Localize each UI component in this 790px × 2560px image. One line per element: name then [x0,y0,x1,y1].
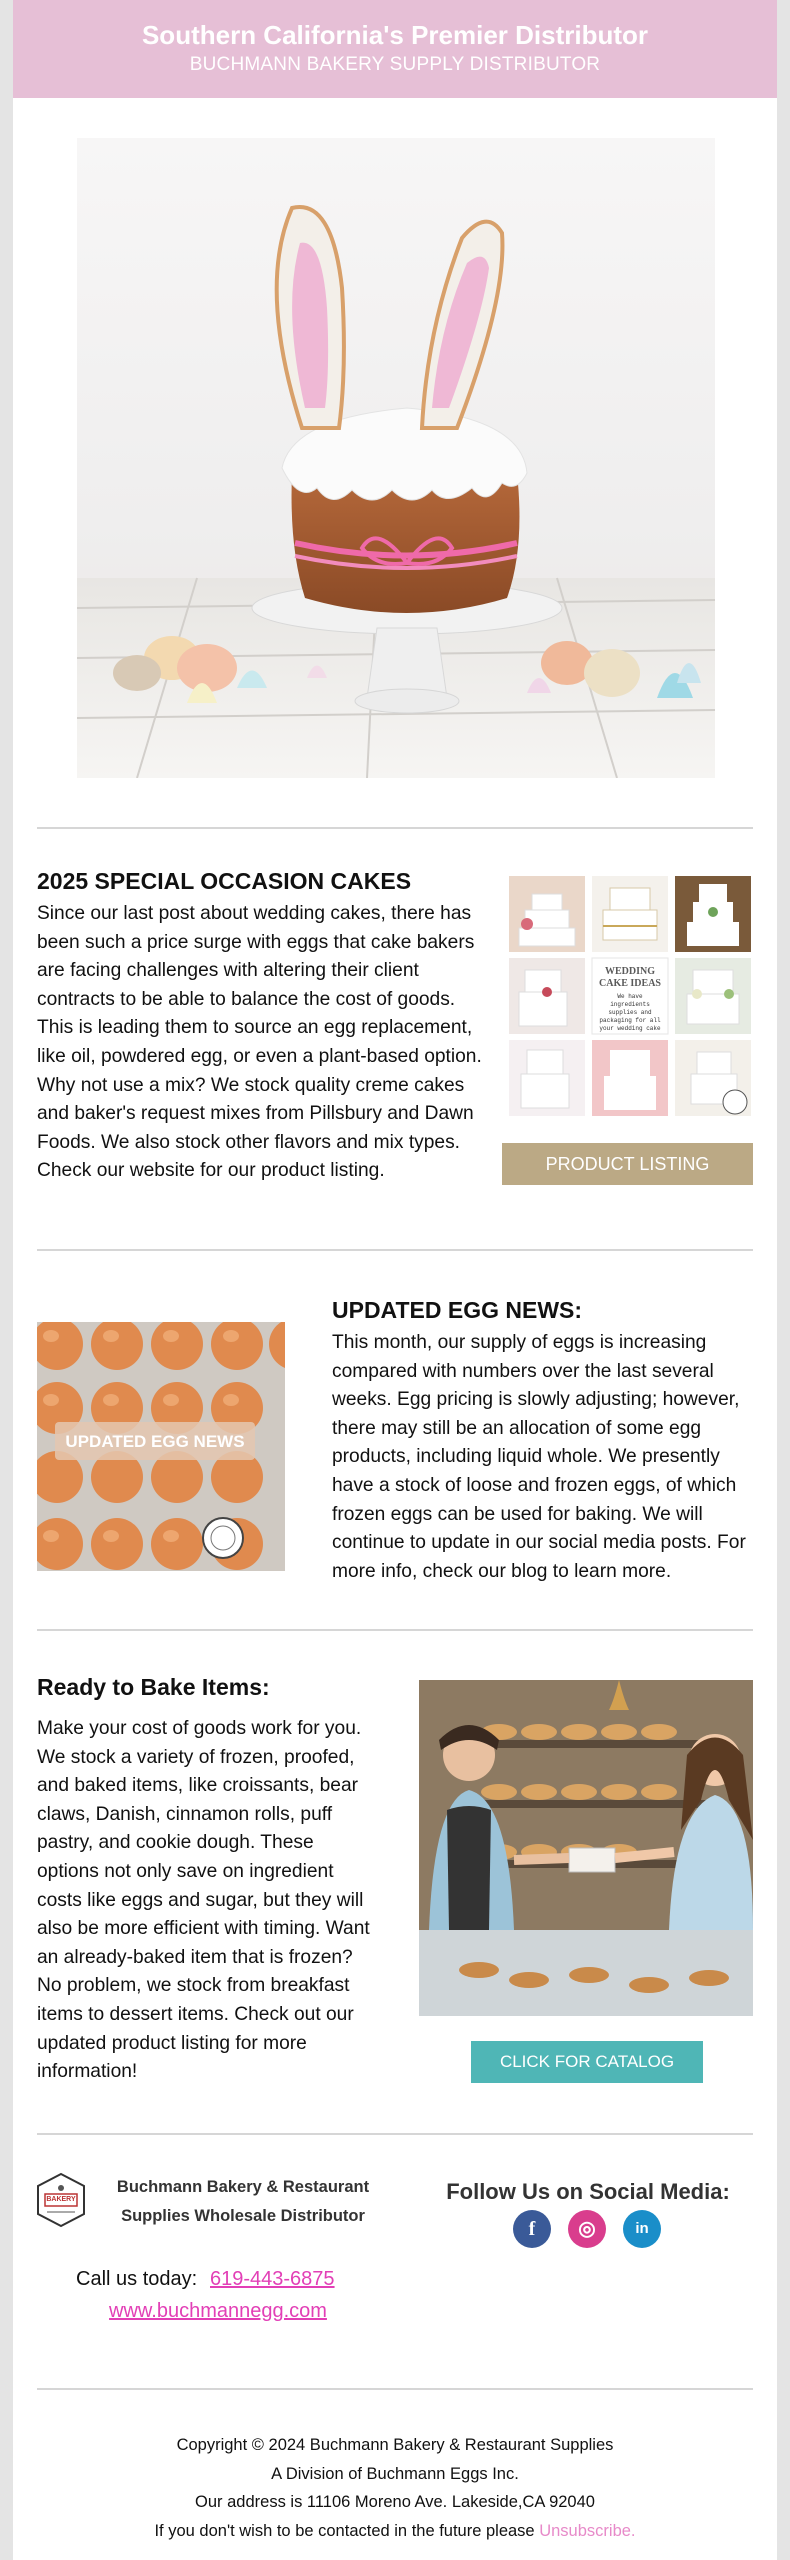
section-body-egg-news: This month, our supply of eggs is increasing compared with numbers over the last several weeks. Egg pricing is slowly adjusting; however, there may still be an allocation of some egg products, including liquid whole. We presently have a stock of loose and frozen eggs, of which frozen eggs can be used for baking. We will continue to update in our social media posts. For more info, check our blog to learn more. [332,1332,746,1582]
product-listing-button[interactable]: PRODUCT LISTING [502,1143,753,1185]
hero-easter-cake-image [77,138,715,778]
divider [37,827,753,829]
linkedin-icon[interactable]: in [623,2210,661,2248]
section-heading-ready-to-bake: Ready to Bake Items: [37,1674,270,1700]
facebook-icon[interactable]: f [513,2210,551,2248]
company-name-line2: Supplies Wholesale Distributor [121,2207,365,2225]
website-link[interactable]: www.buchmannegg.com [109,2300,327,2322]
updated-egg-news-image [37,1322,285,1571]
call-label: Call us today: [76,2268,198,2290]
svg-text:packaging for all: packaging for all [599,1017,661,1024]
divider [37,1249,753,1251]
svg-text:We have: We have [617,993,643,1000]
footer-copyright: Copyright © 2024 Buchmann Bakery & Restaurant Supplies [176,2436,614,2454]
divider [37,2133,753,2135]
company-name-line1: Buchmann Bakery & Restaurant [116,2178,370,2196]
header-subtitle: BUCHMANN BAKERY SUPPLY DISTRIBUTOR [189,54,601,75]
section-body-special-occasion-cakes: Since our last post about wedding cakes, there has been such a price surge with eggs that cake bakers are facing challenges with altering their client contracts to be able to balance the cost of goods. This is leading them to source an egg replacement, like oil, powdered egg, or even a plant-based option. Why not use a mix? We stock quality creme cakes and baker's request mixes from Pillsbury and Dawn Foods. We also stock other flavors and mix types. Check our website for our product listing. [37,903,482,1182]
bakery-logo [35,2172,87,2228]
svg-text:supplies and: supplies and [608,1009,652,1016]
follow-us-heading: Follow Us on Social Media: [446,2179,730,2204]
divider [37,2388,753,2390]
click-for-catalog-button[interactable]: CLICK FOR CATALOG [471,2041,703,2083]
section-heading-egg-news: UPDATED EGG NEWS: [332,1297,583,1323]
svg-text:ingredients: ingredients [610,1001,650,1008]
bakery-logo-text: BAKERY [46,2196,76,2203]
unsubscribe-link[interactable]: Unsubscribe. [539,2522,636,2540]
bakery-counter-photo [419,1680,753,2016]
svg-text:your wedding cake: your wedding cake [599,1025,661,1032]
footer-address: Our address is 11106 Moreno Ave. Lakeside,CA 92040 [195,2493,595,2511]
section-heading-special-occasion-cakes: 2025 SPECIAL OCCASION CAKES [37,868,412,894]
egg-news-image-label: UPDATED EGG NEWS [65,1432,245,1451]
instagram-icon[interactable]: ◎ [568,2210,606,2248]
wedding-cake-collage-image [507,874,753,1118]
divider [37,1629,753,1631]
footer-division: A Division of Buchmann Eggs Inc. [271,2465,519,2483]
header-title: Southern California's Premier Distributor [141,20,649,50]
email-page [13,0,777,2560]
header-banner [13,0,777,98]
phone-link[interactable]: 619-443-6875 [210,2268,335,2290]
section-body-ready-to-bake: Make your cost of goods work for you. We stock a variety of frozen, proofed, and baked items, like croissants, bear claws, Danish, cinnamon rolls, puff pastry, and cookie dough. These options not only save on ingredient costs like eggs and sugar, but they will also be more efficient with timing. Want an already-baked item that is frozen? No problem, we stock from breakfast items to dessert items. Check out our updated product listing for more information! [37,1718,370,2083]
svg-text:WEDDING: WEDDING [604,966,656,977]
footer-unsubscribe-line [13,2522,777,2541]
unsubscribe-prefix: If you don't wish to be contacted in the future please [154,2522,535,2540]
svg-text:CAKE IDEAS: CAKE IDEAS [599,978,661,989]
